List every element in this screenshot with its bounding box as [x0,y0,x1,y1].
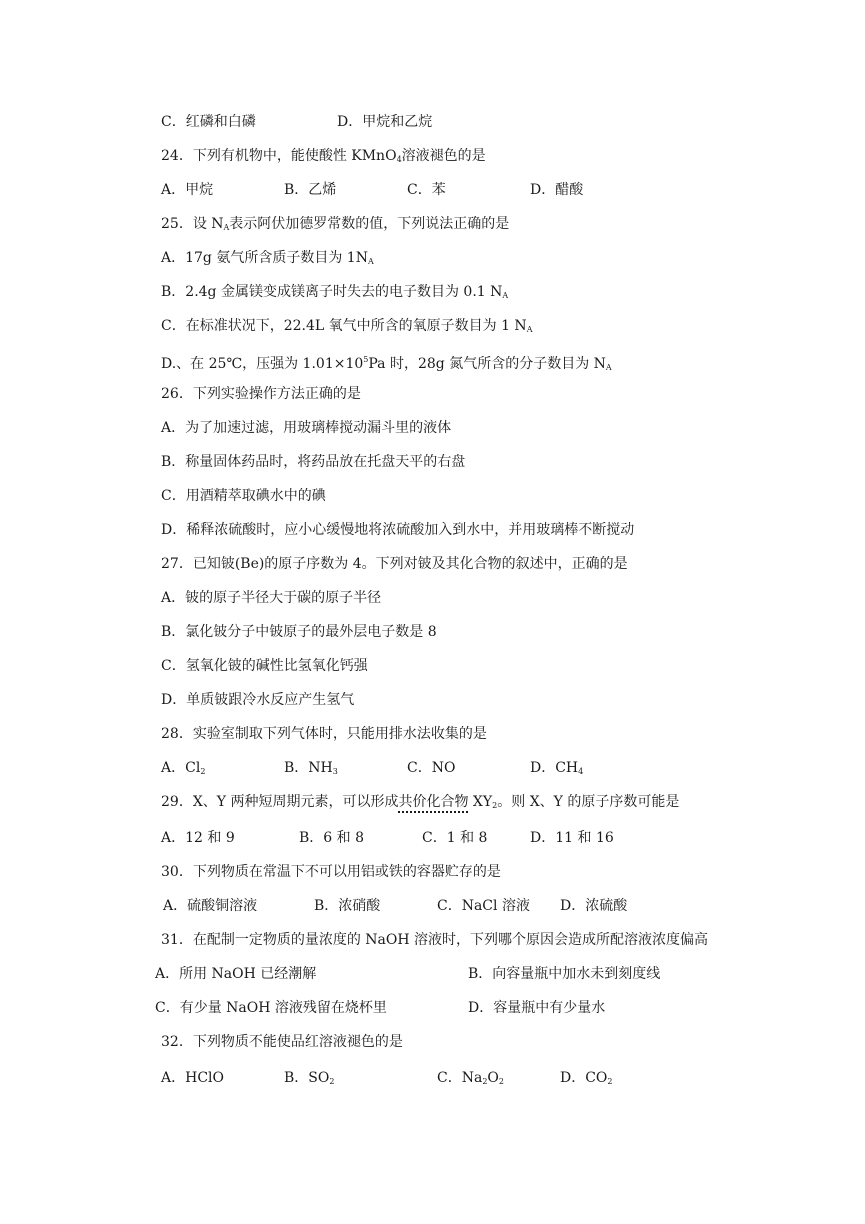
q25-stem: 25．设 $N_A$表示阿伏加德罗常数的值，下列说法正确的是 [161,216,510,232]
q26-option-a: A．为了加速过滤，用玻璃棒搅动漏斗里的液体 [161,420,452,436]
q31-option-c: C．有少量 NaOH 溶液残留在烧杯里 [155,1000,387,1016]
q26-option-c: C．用酒精萃取碘水中的碘 [161,488,326,504]
q27-option-c: C．氢氧化铍的碱性比氢氧化钙强 [161,658,368,674]
q30-stem: 30．下列物质在常温下不可以用铝或铁的容器贮存的是 [161,864,501,880]
q25-option-c: C．在标准状况下，22.4L 氧气中所含的氧原子数目为 1 $N_A$ [161,318,533,334]
q28-option-a: A．$Cl_2$ [161,760,206,776]
q24-option-a: A．甲烷 [161,182,214,198]
q24-option-d: D．醋酸 [530,182,584,198]
q32-option-b: B．$SO_2$ [284,1070,335,1086]
q24-option-c: C．苯 [407,182,446,198]
q27-option-d: D．单质铍跟冷水反应产生氢气 [161,692,355,708]
q29-emphasis: 共价化合物 [398,794,468,813]
q25-option-d: D.、在 25℃，压强为 $1.01\times 10^5Pa$ 时，28g 氮气所含的分子数目为 $N_A$ [161,355,612,372]
q32-stem: 32．下列物质不能使品红溶液褪色的是 [161,1034,403,1050]
q25-option-b: B．2.4g 金属镁变成镁离子时失去的电子数目为 0.1 $N_A$ [161,284,509,300]
q32-option-c: C．$Na_2O_2$ [437,1070,504,1086]
q26-stem: 26．下列实验操作方法正确的是 [161,386,361,402]
q27-option-a: A．铍的原子半径大于碳的原子半径 [161,590,382,606]
q26-option-b: B．称量固体药品时，将药品放在托盘天平的右盘 [161,454,466,470]
q28-option-b: B．$NH_3$ [284,760,338,776]
q30-option-a: A．硫酸铜溶液 [163,898,258,914]
q31-stem: 31．在配制一定物质的量浓度的 NaOH 溶液时，下列哪个原因会造成所配溶液浓度偏高 [161,932,708,948]
q31-option-b: B．向容量瓶中加水未到刻度线 [468,966,661,982]
q23-option-c: C．红磷和白磷 [161,114,256,130]
q31-option-d: D．容量瓶中有少量水 [468,1000,606,1016]
q30-option-d: D．浓硫酸 [560,898,628,914]
q24-option-b: B．乙烯 [284,182,337,198]
q28-option-d: D．$CH_4$ [530,760,584,776]
q29-option-a: A．12 和 9 [161,830,235,846]
q30-option-b: B．浓硝酸 [314,898,381,914]
q27-stem: 27．已知铍(Be)的原子序数为 4。下列对铍及其化合物的叙述中，正确的是 [161,556,628,572]
q31-option-a: A．所用 NaOH 已经潮解 [155,966,317,982]
q29-option-d: D．11 和 16 [530,830,614,846]
q28-option-c: C．NO [407,760,456,776]
q26-option-d: D．稀释浓硫酸时，应小心缓慢地将浓硫酸加入到水中，并用玻璃棒不断搅动 [161,522,635,538]
q27-option-b: B．氯化铍分子中铍原子的最外层电子数是 8 [161,624,437,640]
q30-option-c: C．NaCl 溶液 [437,898,530,914]
q29-option-c: C．1 和 8 [422,830,488,846]
q24-stem: 24．下列有机物中，能使酸性 KMnO$_4$溶液褪色的是 [161,148,486,164]
q28-stem: 28．实验室制取下列气体时，只能用排水法收集的是 [161,726,487,742]
q32-option-a: A．HClO [161,1070,224,1086]
q23-option-d: D．甲烷和乙烷 [337,114,433,130]
q32-option-d: D．$CO_2$ [560,1070,613,1086]
q29-stem: 29．X、Y 两种短周期元素，可以形成共价化合物 $XY_2$。则 X、Y 的原子序数可能是 [161,792,679,816]
q29-option-b: B．6 和 8 [299,830,365,846]
q25-option-a: A．17g 氨气所含质子数目为 $1N_A$ [161,250,374,266]
